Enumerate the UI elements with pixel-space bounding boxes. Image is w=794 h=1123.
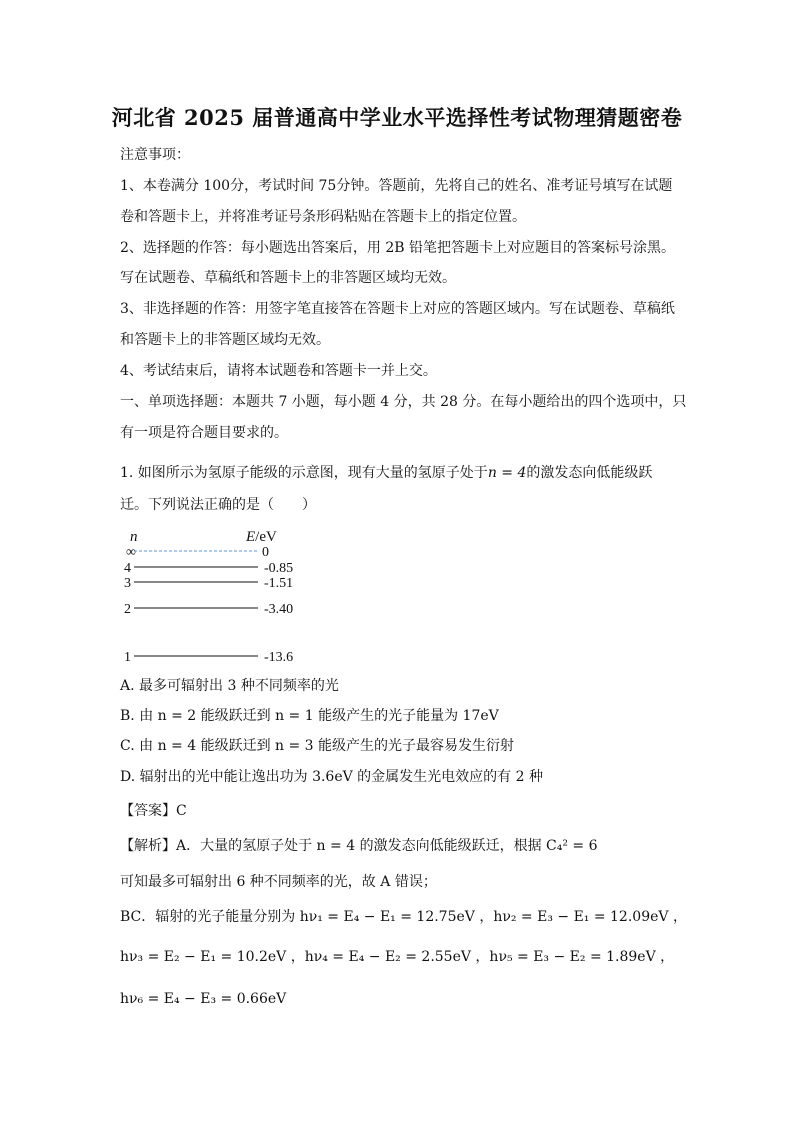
analysis-line: 【解析】A．大量的氢原子处于 n = 4 的激发态向低能级跃迁，根据 C₄² = 6: [120, 838, 598, 854]
question-stem: [120, 463, 680, 483]
question-math: n = 4: [487, 465, 527, 481]
level-energy-label: -13.6: [264, 650, 294, 665]
energy-unit: /eV: [255, 529, 277, 545]
n-axis-label: n: [130, 529, 138, 545]
page-title: 河北省 2025 届普通高中学业水平选择性考试物理猜题密卷: [111, 105, 683, 130]
energy-levels: [124, 545, 293, 665]
level-energy-label: -1.51: [264, 576, 294, 591]
option-c: C. 由 n = 4 能级跃迁到 n = 3 能级产生的光子最容易发生衍射: [120, 738, 515, 754]
notes-heading: 注意事项：: [120, 147, 190, 163]
note-line: 写在试题卷、草稿纸和答题卡上的非答题区域均无效。: [120, 270, 456, 286]
analysis-line: hν₆ = E₄ − E₃ = 0.66eV: [120, 991, 287, 1007]
question-stem-b: 的激发态向低能级跃: [526, 465, 653, 481]
level-n-label: 1: [124, 650, 131, 665]
analysis-line: hν₃ = E₂ − E₁ = 10.2eV ，hν₄ = E₄ − E₂ = 2.55eV ，hν₅ = E₃ − E₂ = 1.89eV ，: [120, 949, 675, 965]
note-line: 和答题卡上的非答题区域均无效。: [120, 332, 330, 348]
option-d: D. 辐射出的光中能让逸出功为 3.6eV 的金属发生光电效应的有 2 种: [120, 769, 543, 785]
level-n-label: 2: [124, 602, 131, 617]
note-line: 4、考试结束后，请将本试题卷和答题卡一并上交。: [120, 363, 437, 379]
level-energy-label: -0.85: [264, 561, 294, 576]
energy-axis-label: [245, 529, 277, 545]
energy-level-diagram: [118, 528, 318, 668]
level-n-label: ∞: [126, 545, 136, 560]
question-stem-a: 1. 如图所示为氢原子能级的示意图，现有大量的氢原子处于: [120, 465, 488, 481]
level-n-label: 3: [124, 576, 131, 591]
level-energy-label: 0: [262, 545, 269, 560]
level-energy-label: -3.40: [264, 602, 294, 617]
option-b: B. 由 n = 2 能级跃迁到 n = 1 能级产生的光子能量为 17eV: [120, 708, 499, 724]
answer: 【答案】C: [120, 803, 187, 819]
note-line: 1、本卷满分 100分，考试时间 75分钟。答题前，先将自己的姓名、准考证号填写在试题: [120, 178, 673, 194]
note-line: 卷和答题卡上，并将准考证号条形码粘贴在答题卡上的指定位置。: [120, 209, 526, 225]
analysis-line: 可知最多可辐射出 6 种不同频率的光，故 A 错误；: [120, 874, 437, 890]
level-n-label: 4: [124, 561, 131, 576]
section-heading-cont: 有一项是符合题目要求的。: [120, 425, 288, 441]
note-line: 2、选择题的作答：每小题选出答案后，用 2B 铅笔把答题卡上对应题目的答案标号涂黑。: [120, 240, 676, 256]
option-a: A. 最多可辐射出 3 种不同频率的光: [120, 678, 339, 694]
note-line: 3、非选择题的作答：用签字笔直接答在答题卡上对应的答题区域内。写在试题卷、草稿纸: [120, 301, 675, 317]
question-stem-line2: 迁。下列说法正确的是（ ）: [120, 497, 316, 513]
section-heading: 一、单项选择题：本题共 7 小题，每小题 4 分，共 28 分。在每小题给出的四个选项中，只: [120, 394, 687, 410]
analysis-line: BC．辐射的光子能量分别为 hν₁ = E₄ − E₁ = 12.75eV ，hν₂ = E₃ − E₁ = 12.09eV ，: [120, 909, 687, 925]
energy-symbol: E: [246, 529, 256, 545]
